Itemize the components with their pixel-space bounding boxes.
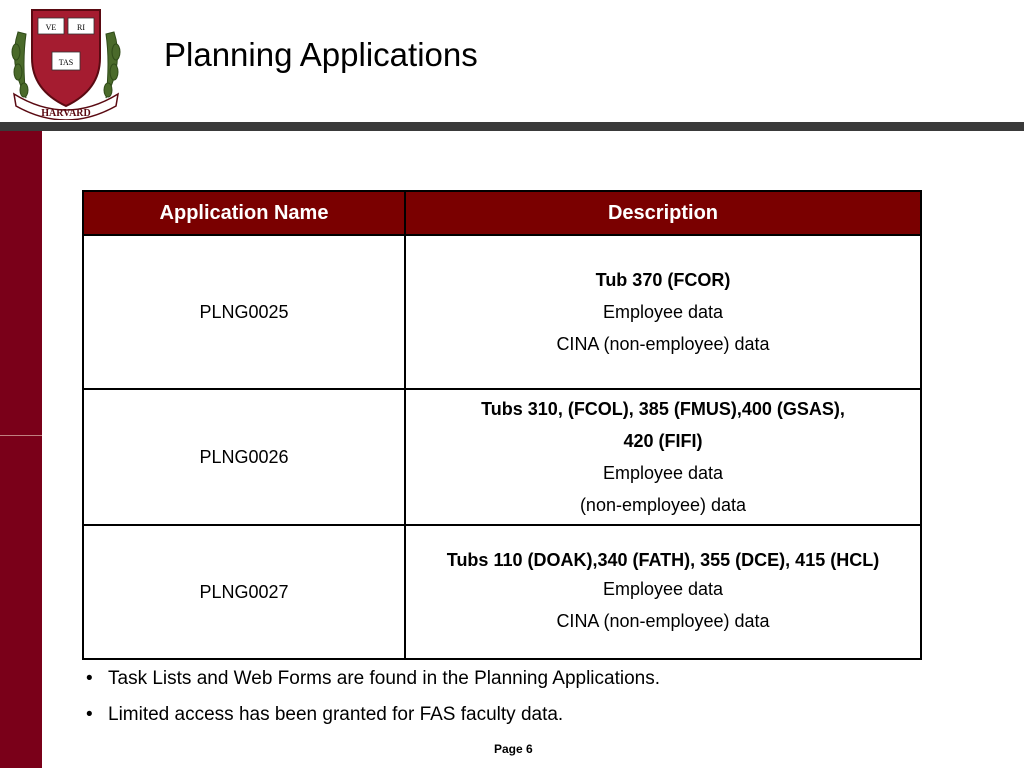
description-line: Tubs 310, (FCOL), 385 (FMUS),400 (GSAS), [481, 399, 845, 419]
application-name-cell: PLNG0025 [83, 235, 405, 389]
slide-title: Planning Applications [164, 36, 478, 73]
application-name-cell: PLNG0026 [83, 389, 405, 525]
left-accent-bar-bottom [0, 436, 42, 768]
planning-applications-table [82, 190, 922, 660]
svg-text:RI: RI [77, 23, 85, 32]
description-cell [405, 525, 921, 659]
svg-text:HARVARD: HARVARD [41, 108, 91, 119]
svg-text:VE: VE [45, 23, 57, 32]
description-line: Employee data [602, 579, 724, 599]
left-accent-bar-top [0, 131, 42, 435]
bullet-text: Task Lists and Web Forms are found in the Planning Applications. [108, 668, 661, 689]
description-cell [405, 235, 921, 389]
description-line: Tubs 110 (DOAK),340 (FATH), 355 (DCE), 415 (HCL) [446, 550, 880, 570]
harvard-shield-logo [4, 2, 128, 120]
table-row [83, 525, 921, 659]
list-item: • Task Lists and Web Forms are found in the Planning Applications. [86, 668, 661, 689]
page-number: Page 6 [494, 742, 533, 756]
notes-list [86, 664, 660, 736]
header-description: Description [405, 191, 921, 235]
header-application-name: Application Name [83, 191, 405, 235]
title-divider-bar [0, 122, 1024, 131]
svg-text:TAS: TAS [58, 58, 74, 67]
application-name-cell: PLNG0027 [83, 525, 405, 659]
table-row [83, 389, 921, 525]
bullet-text: Limited access has been granted for FAS faculty data. [108, 704, 564, 725]
list-item: • Limited access has been granted for FAS faculty data. [86, 704, 564, 725]
table-row [83, 235, 921, 389]
description-line: CINA (non-employee) data [556, 334, 770, 354]
description-line: CINA (non-employee) data [556, 611, 770, 631]
description-line: (non-employee) data [579, 495, 747, 515]
description-line: Tub 370 (FCOR) [595, 270, 731, 290]
description-line: Employee data [602, 463, 724, 483]
description-cell [405, 389, 921, 525]
description-line: Employee data [602, 302, 724, 322]
description-line: 420 (FIFI) [623, 431, 703, 451]
table-header-row [83, 191, 921, 235]
